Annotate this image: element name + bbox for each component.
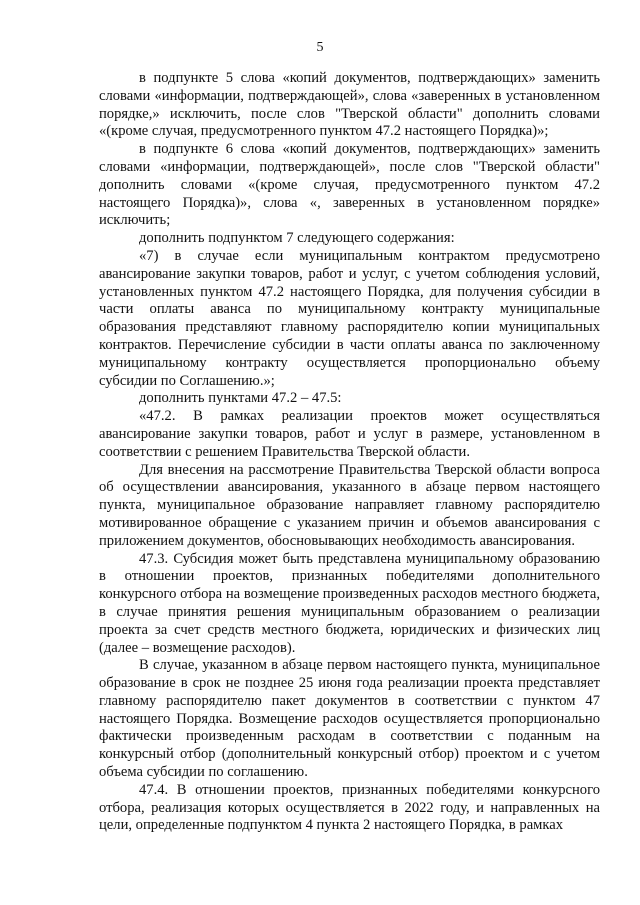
- paragraph-point-47-3-second: В случае, указанном в абзаце первом настоящего пункта, муниципальное образование в срок не позднее 25 июня года реализации проекта представляет главному распорядителю пакет документов в соответствии с пунктом 47 настоящего Порядка. Возмещение расходов осуществляется пропорционально фактически произведенным расходам в соответствии с поданным на конкурсный отбор (дополнительный конкурсный отбор) проектом и с учетом объема субсидии по соглашению.: [99, 657, 600, 781]
- paragraph-point-47-2-second: Для внесения на рассмотрение Правительства Тверской области вопроса об осуществлении авансирования, указанного в абзаце первом настоящего пункта, муниципальное образование направляет главному распорядителю мотивированное обращение с указанием причин и объемов авансирования с приложением документов, обосновывающих необходимость авансирования.: [99, 461, 600, 549]
- paragraph-point-47-4: 47.4. В отношении проектов, признанных победителями конкурсного отбора, реализация которых осуществляется в 2022 году, и направленных на цели, определенные подпунктом 4 пункта 2 настоящего Порядка, в рамках: [99, 781, 600, 834]
- paragraph-add-subpoint-7: дополнить подпунктом 7 следующего содержания:: [139, 230, 455, 247]
- paragraph-subpoint-6: в подпункте 6 слова «копий документов, подтверждающих» заменить словами «информации, подтверждающей», после слов "Тверской области" дополнить словами «(кроме случая, предусмотренного пунктом 47.2 настоящего Порядка)», слова «, заверенных в установленном порядке» исключить;: [99, 141, 600, 229]
- paragraph-point-47-3: 47.3. Субсидия может быть представлена муниципальному образованию в отношении проектов, признанных победителями дополнительного конкурсного отбора на возмещение произведенных расходов местного бюджета, в случае принятия решения муниципальным образованием о реализации проекта за счет средств местного бюджета, юридических и физических лиц (далее – возмещение расходов).: [99, 550, 600, 656]
- paragraph-add-points: дополнить пунктами 47.2 – 47.5:: [139, 390, 342, 407]
- paragraph-subpoint-5: в подпункте 5 слова «копий документов, подтверждающих» заменить словами «информации, подтверждающей», слова «заверенных в установленном порядке,» исключить, после слов "Тверской области" дополнить словами «(кроме случая, предусмотренного пунктом 47.2 настоящего Порядка)»;: [99, 70, 600, 140]
- document-body: [99, 70, 600, 835]
- paragraph-subpoint-7-text: «7) в случае если муниципальным контрактом предусмотрено авансирование закупки товаров, работ и услуг, с учетом соблюдения условий, установленных пунктом 47.2 настоящего Порядка, для получения субсидии в части оплаты аванса по муниципальному контракту муниципальные образования представляют главному распорядителю копии муниципальных контрактов. Перечисление субсидии в части оплаты аванса по заключенному муниципальному контракту осуществляется пропорционально объему субсидии по Соглашению.»;: [99, 247, 600, 389]
- page-number: 5: [316, 40, 324, 55]
- paragraph-point-47-2: «47.2. В рамках реализации проектов может осуществляться авансирование закупки товаров, работ и услуг в размере, установленном в соответствии с решением Правительства Тверской области.: [99, 408, 600, 460]
